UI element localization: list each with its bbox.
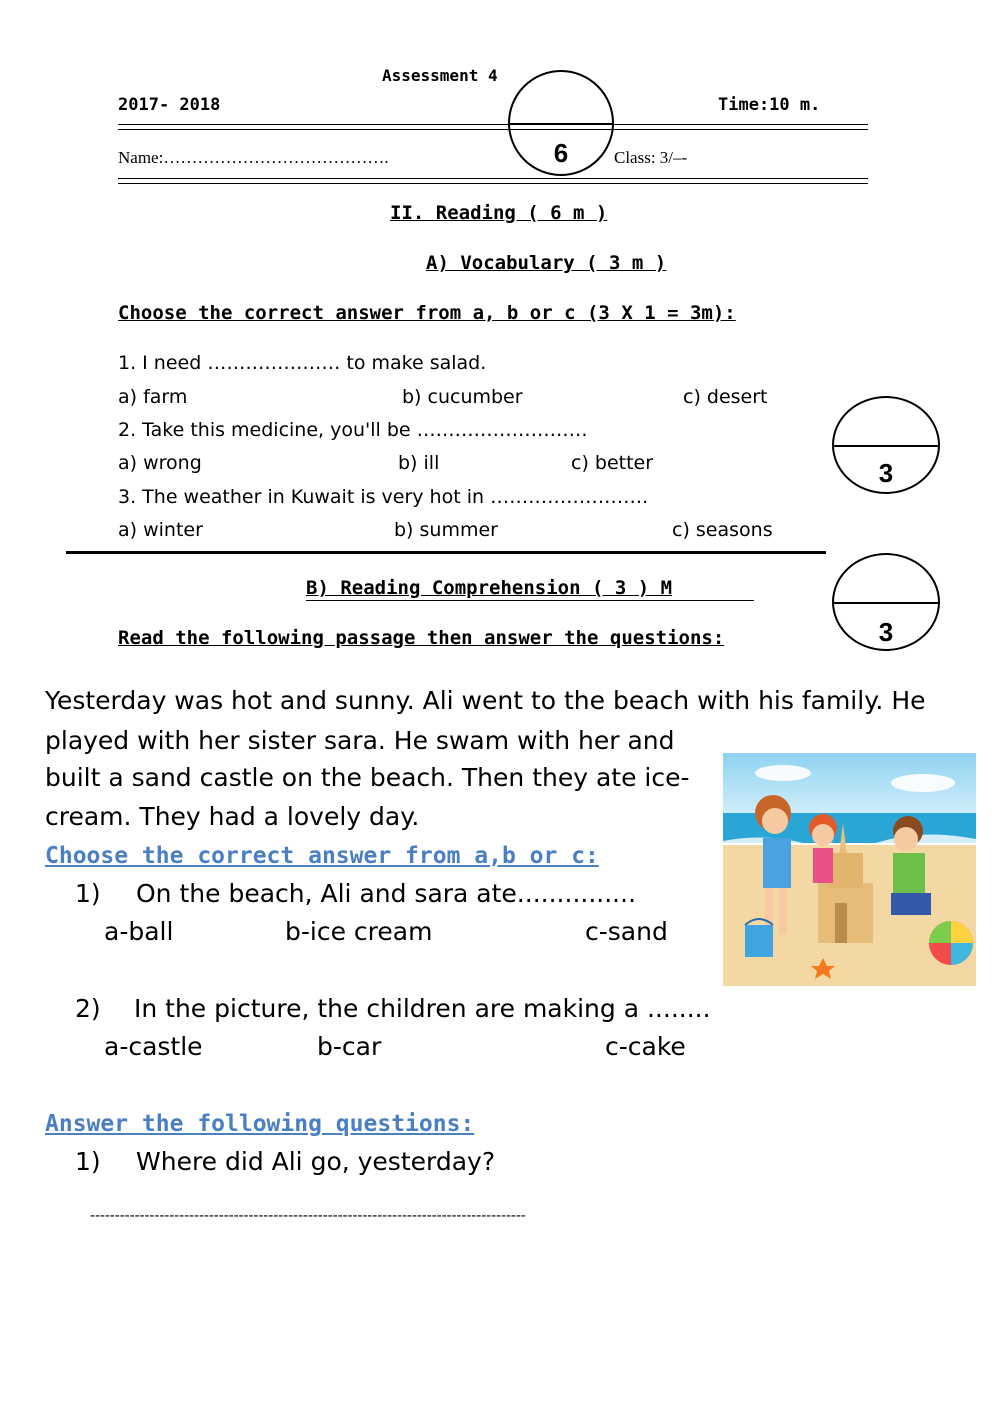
passage-line-3: built a sand castle on the beach. Then they ate ice-: [45, 763, 690, 792]
comprehension-instruction: Read the following passage then answer the questions:: [118, 627, 725, 649]
open-1-number: 1): [75, 1147, 101, 1176]
vocab-q2-option-b[interactable]: b) ill: [398, 452, 440, 474]
vocab-question-2: 2. Take this medicine, you'll be ………………………: [118, 419, 588, 441]
mcq-2-number: 2): [75, 994, 101, 1023]
header-divider-bottom: [118, 178, 868, 184]
vocab-q3-option-a[interactable]: a) winter: [118, 519, 203, 541]
vocabulary-title: A) Vocabulary ( 3 m ): [426, 252, 667, 274]
passage-line-1: Yesterday was hot and sunny. Ali went to the beach with his family. He: [45, 686, 926, 715]
vocab-question-3: 3. The weather in Kuwait is very hot in …………………….: [118, 486, 649, 508]
class-field[interactable]: Class: 3/–-: [614, 148, 688, 167]
vocab-question-1: 1. I need ………………… to make salad.: [118, 352, 487, 374]
choose-title: Choose the correct answer from a,b or c:: [45, 843, 599, 869]
vocab-q1-option-b[interactable]: b) cucumber: [402, 386, 523, 408]
header-divider-top: [118, 124, 868, 130]
name-field[interactable]: Name:………………………………….: [118, 148, 389, 167]
open-1-question: Where did Ali go, yesterday?: [136, 1147, 496, 1176]
assessment-title: Assessment 4: [382, 66, 498, 85]
vocab-q3-option-c[interactable]: c) seasons: [672, 519, 773, 541]
beach-picture: [723, 753, 976, 986]
section-divider: [66, 551, 826, 554]
mcq-1-option-c[interactable]: c-sand: [585, 917, 668, 946]
total-score-circle: [508, 70, 614, 176]
vocab-q1-option-a[interactable]: a) farm: [118, 386, 188, 408]
total-score: 6: [553, 138, 569, 168]
answer-title: Answer the following questions:: [45, 1111, 475, 1137]
vocab-q2-option-a[interactable]: a) wrong: [118, 452, 202, 474]
comprehension-title: [306, 577, 672, 599]
mcq-1-option-a[interactable]: a-ball: [104, 917, 174, 946]
mcq-2-option-a[interactable]: a-castle: [104, 1032, 203, 1061]
mcq-1-question: On the beach, Ali and sara ate...............: [136, 879, 637, 908]
mcq-1-option-b[interactable]: b-ice cream: [285, 917, 433, 946]
time-allowed: Time:10 m.: [718, 95, 821, 115]
mcq-2-question: In the picture, the children are making a ........: [134, 994, 711, 1023]
comprehension-title-text: B) Reading Comprehension ( 3 ) M: [306, 577, 673, 599]
vocab-q2-option-c[interactable]: c) better: [571, 452, 654, 474]
mcq-1-number: 1): [75, 879, 101, 908]
passage-line-2: played with her sister sara. He swam with her and: [45, 726, 675, 755]
school-year: 2017- 2018: [118, 95, 221, 115]
vocab-q1-option-c[interactable]: c) desert: [683, 386, 768, 408]
mcq-2-option-b[interactable]: b-car: [317, 1032, 382, 1061]
comprehension-score-circle: [832, 553, 940, 651]
comprehension-score: 3: [878, 617, 894, 647]
answer-line[interactable]: ----------------------------------------------------------------------------------------: [90, 1208, 526, 1224]
passage-line-4: cream. They had a lovely day.: [45, 802, 420, 831]
vocabulary-score: 3: [878, 458, 894, 488]
mcq-2-option-c[interactable]: c-cake: [605, 1032, 686, 1061]
comprehension-title-rule: [306, 600, 754, 601]
vocab-q3-option-b[interactable]: b) summer: [394, 519, 498, 541]
section-title: II. Reading ( 6 m ): [390, 202, 608, 224]
vocabulary-instruction: Choose the correct answer from a, b or c (3 X 1 = 3m):: [118, 302, 736, 324]
vocabulary-score-circle: [832, 396, 940, 494]
